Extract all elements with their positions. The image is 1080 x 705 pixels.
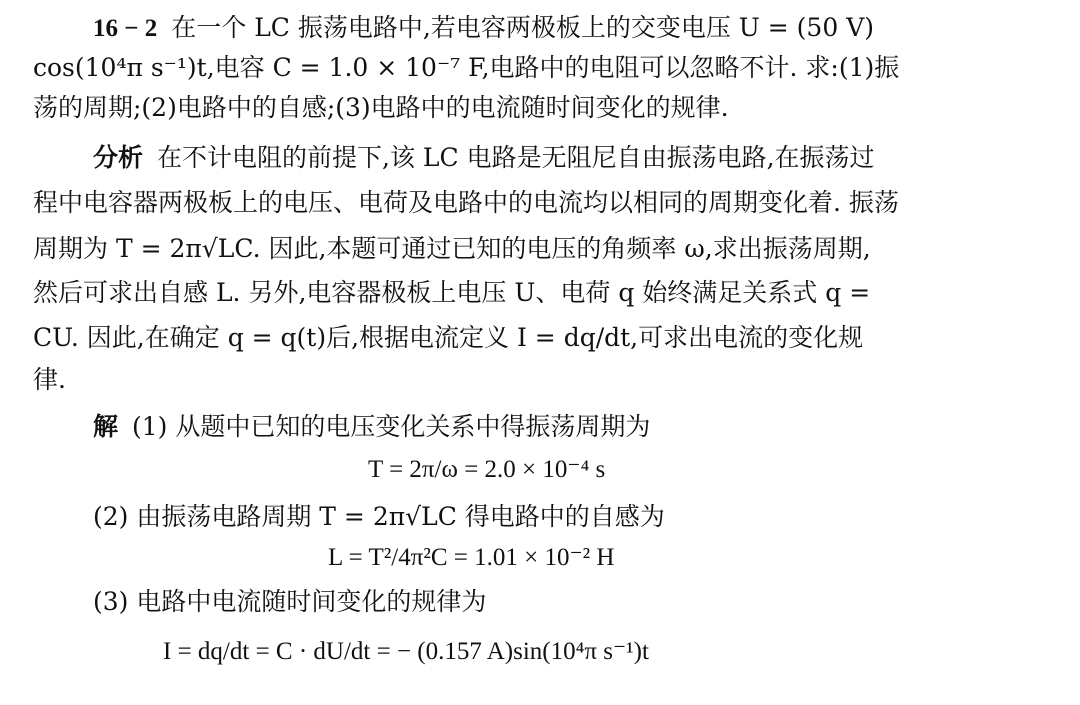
solution-formula-3: I = dq/dt = C · dU/dt = − (0.157 A)sin(10⁴π s⁻¹)t [163, 638, 649, 665]
problem-line-2: cos(10⁴π s⁻¹)t,电容 C = 1.0 × 10⁻⁷ F,电路中的电阻可以忽略不计. 求:(1)振 [33, 53, 900, 82]
problem-number: 16 − 2 [93, 15, 158, 42]
analysis-line-1 [0, 138, 1080, 178]
solution-step-1 [0, 407, 1080, 447]
problem-text-1: 在一个 LC 振荡电路中,若电容两极板上的交变电压 U = (50 V) [171, 13, 874, 42]
solution-label: 解 [93, 412, 119, 441]
analysis-line-6: 律. [33, 365, 66, 394]
problem-line-3: 荡的周期;(2)电路中的自感;(3)电路中的电流随时间变化的规律. [33, 93, 729, 122]
solution-step-1-text: (1) 从题中已知的电压变化关系中得振荡周期为 [132, 412, 651, 441]
analysis-text-1: 在不计电阻的前提下,该 LC 电路是无阻尼自由振荡电路,在振荡过 [157, 143, 875, 172]
analysis-line-3: 周期为 T = 2π√LC. 因此,本题可通过已知的电压的角频率 ω,求出振荡周期, [33, 234, 871, 263]
solution-formula-2: L = T²/4π²C = 1.01 × 10⁻² H [328, 544, 615, 571]
analysis-label: 分析 [93, 143, 144, 172]
solution-formula-1: T = 2π/ω = 2.0 × 10⁻⁴ s [368, 456, 606, 483]
solution-step-3: (3) 电路中电流随时间变化的规律为 [93, 587, 487, 616]
analysis-line-4: 然后可求出自感 L. 另外,电容器极板上电压 U、电荷 q 始终满足关系式 q = [33, 278, 871, 307]
problem-line-1 [0, 8, 1080, 48]
analysis-line-2: 程中电容器两极板上的电压、电荷及电路中的电流均以相同的周期变化着. 振荡 [33, 188, 899, 217]
solution-step-2: (2) 由振荡电路周期 T = 2π√LC 得电路中的自感为 [93, 502, 665, 531]
analysis-line-5: CU. 因此,在确定 q = q(t)后,根据电流定义 I = dq/dt,可求出电流的变化规 [33, 323, 864, 352]
